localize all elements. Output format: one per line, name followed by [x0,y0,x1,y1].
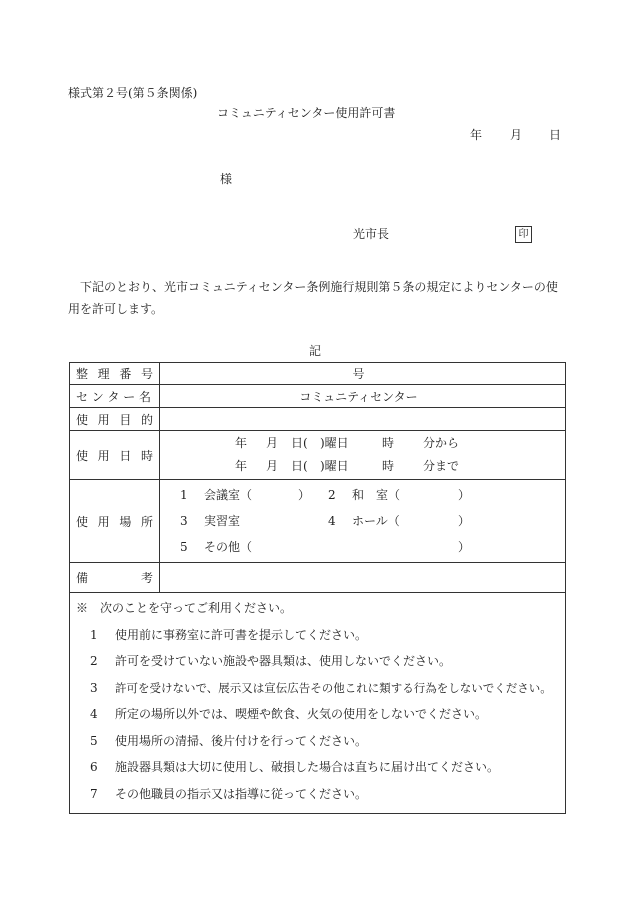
label-cell: 使 用 日 時 [70,431,160,480]
option-num: 1 [180,488,188,502]
note-item: 2 許可を受けていない施設や器具類は、使用しないでください。 [90,654,452,668]
row-location [70,480,566,563]
label-cell: セ ン タ ー 名 [70,385,160,408]
recipient-suffix: 様 [220,172,233,186]
ki-mark: 記 [309,344,322,358]
date-month: 月 [510,128,523,142]
option-num: 2 [328,488,336,502]
option-num: 5 [180,540,188,554]
option-practice-room[interactable]: 実習室 [204,514,241,528]
issuer: 光市長 [353,227,390,241]
label-cell: 使 用 目 的 [70,408,160,431]
permit-table [69,362,566,814]
option-hall[interactable]: ホール（ [352,514,400,528]
note-item: 6 施設器具類は大切に使用し、破損した場合は直ちに届け出てください。 [90,760,500,774]
row-purpose [70,408,566,431]
option-num: 4 [328,514,336,528]
seal-stamp: 印 [515,226,532,243]
remarks-value[interactable] [160,563,566,593]
document-title: コミュニティセンター使用許可書 [217,106,396,120]
location-value: 1 会議室（ ） 2 和 室（ ） 3 実習室 4 ホール（ ） 5 その他（ ） [160,480,566,563]
row-number [70,363,566,385]
notes-header: ※ 次のことを守ってご利用ください。 [76,601,293,615]
note-item: 7 その他職員の指示又は指導に従ってください。 [90,786,368,801]
note-item: 4 所定の場所以外では、喫煙や飲食、火気の使用をしないでください。 [90,707,488,721]
row-center [70,385,566,408]
note-item: 5 使用場所の清掃、後片付けを行ってください。 [90,733,368,748]
option-japanese-room[interactable]: 和 室（ [352,488,401,502]
label-cell: 備 考 [70,563,160,593]
row-remarks [70,563,566,593]
option-other[interactable]: その他（ [204,540,253,554]
number-value[interactable]: 号 [160,363,566,385]
row-notes [70,593,566,814]
date-day: 日 [549,128,562,142]
label-cell: 使 用 場 所 [70,480,160,563]
body-text: 下記のとおり、光市コミュニティセンター条例施行規則第５条の規定によりセンターの使用を許可します。 [68,280,558,316]
center-name-value[interactable]: コミュニティセンター [160,385,566,408]
notes-box [70,593,566,814]
datetime-value[interactable]: 年 月 日( )曜日 時 分から 年 月 日( )曜日 時 分まで [160,431,566,480]
date-year: 年 [470,128,483,142]
label-cell: 整 理 番 号 [70,363,160,385]
note-item: 3 許可を受けないで、展示又は宣伝広告その他これに類する行為をしないでください。 [90,680,552,695]
note-item: 1 使用前に事務室に許可書を提示してください。 [90,627,368,642]
option-num: 3 [180,514,188,528]
option-meeting-room[interactable]: 会議室（ [204,488,253,502]
row-datetime [70,431,566,480]
purpose-value[interactable] [160,408,566,431]
form-number: 様式第２号(第５条関係) [68,86,198,100]
